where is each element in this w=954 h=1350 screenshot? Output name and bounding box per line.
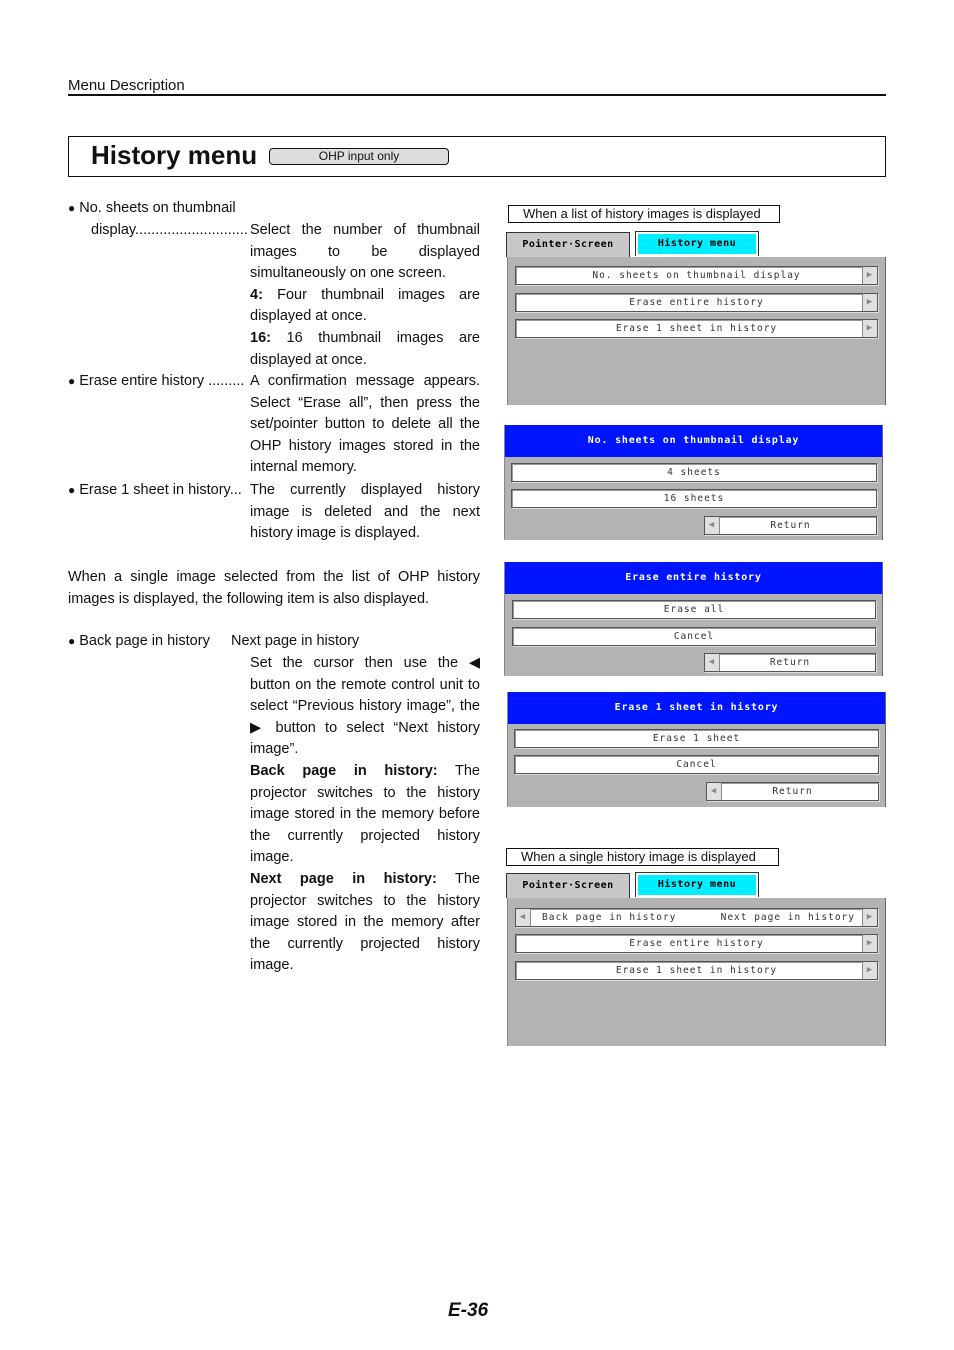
tab-history-menu[interactable]: History menu — [635, 872, 759, 897]
return-button[interactable]: ◀ Return — [704, 653, 876, 672]
item-thumbnail-desc: Select the number of thumbnail images to be displayed simultaneously on one screen. 4: Four thumbnail images are displayed at once. 16: 16 thumbnail images are displayed at once. — [250, 222, 480, 368]
title-box — [68, 136, 886, 177]
submenu-title: No. sheets on thumbnail display — [505, 425, 882, 457]
item-thumbnail-label-2: display............................ — [91, 222, 248, 238]
menu-item-erase-one[interactable]: Erase 1 sheet in history ▶ — [515, 961, 878, 980]
page-number: E-36 — [448, 1300, 489, 1321]
option-cancel[interactable]: Cancel — [514, 755, 879, 774]
single-image-paragraph: When a single image selected from the list of OHP history images is displayed, the following item is also displayed. — [68, 569, 480, 607]
section-label: Menu Description — [68, 77, 185, 94]
bullet-icon: ● — [68, 201, 76, 215]
return-button[interactable]: ◀ Return — [706, 782, 879, 801]
item-erase-all-label: ● Erase entire history ......... — [68, 373, 245, 389]
arrow-left-icon: ◀ — [707, 783, 722, 800]
bullet-icon: ● — [68, 374, 76, 388]
tab-pointer-screen[interactable]: Pointer·Screen — [506, 873, 630, 898]
item-back-page-label: ● Back page in history — [68, 633, 210, 649]
back-page-label[interactable]: Back page in history — [542, 912, 677, 923]
erase-all-submenu — [504, 562, 883, 676]
erase-one-submenu — [507, 692, 886, 807]
page-title: History menu — [91, 140, 258, 170]
next-page-label[interactable]: Next page in history — [720, 912, 855, 923]
submenu-title: Erase entire history — [505, 562, 882, 594]
item-thumbnail-label: ● No. sheets on thumbnail — [68, 200, 236, 216]
option-erase-one[interactable]: Erase 1 sheet — [514, 729, 879, 748]
bullet-icon: ● — [68, 483, 76, 497]
arrow-right-icon: ▶ — [862, 935, 877, 952]
menu-item-erase-entire[interactable]: Erase entire history ▶ — [515, 934, 878, 953]
arrow-right-icon: ▶ — [862, 909, 877, 926]
option-erase-all[interactable]: Erase all — [512, 600, 876, 619]
arrow-left-icon: ◀ — [705, 654, 720, 671]
arrow-right-icon: ▶ — [862, 267, 877, 284]
item-back-next-desc: Set the cursor then use the ◀ button on the remote control unit to select “Previous history image”, the ▶ button to select “Next history image”. Back page in history: The projector switches to the history image stored in the memory before the currently projected history image. Next page in history: The projector switches to the history image stored in the memory after the currently projected history image. — [250, 655, 480, 974]
menu-item-erase-entire[interactable]: Erase entire history ▶ — [515, 293, 878, 312]
arrow-left-icon: ◀ — [705, 517, 720, 534]
arrow-right-icon: ▶ — [862, 962, 877, 979]
option-cancel[interactable]: Cancel — [512, 627, 876, 646]
menu-item-back-next[interactable] — [515, 908, 878, 927]
bullet-icon: ● — [68, 634, 76, 648]
submenu-title: Erase 1 sheet in history — [508, 692, 885, 724]
tab-pointer-screen[interactable]: Pointer·Screen — [506, 232, 630, 257]
caption-list: When a list of history images is displayed — [508, 205, 780, 223]
history-menu-panel — [507, 257, 886, 405]
item-erase-all-desc: A confirmation message appears. Select “Erase all”, then press the set/pointer button to delete all the OHP history images stored in the internal memory. — [250, 373, 480, 476]
tab-history-menu[interactable]: History menu — [635, 231, 759, 256]
menu-item-thumbnail[interactable]: No. sheets on thumbnail display ▶ — [515, 266, 878, 285]
arrow-right-icon: ▶ — [862, 294, 877, 311]
input-badge: OHP input only — [269, 148, 449, 165]
option-16-sheets[interactable]: 16 sheets — [511, 489, 877, 508]
return-button[interactable]: ◀ Return — [704, 516, 877, 535]
history-menu-single-panel — [507, 898, 886, 1046]
arrow-left-icon: ◀ — [516, 909, 531, 926]
item-erase-one-label: ● Erase 1 sheet in history... — [68, 482, 242, 498]
thumbnail-submenu — [504, 425, 883, 540]
caption-single: When a single history image is displayed — [506, 848, 779, 866]
arrow-right-icon: ▶ — [862, 320, 877, 337]
item-erase-one-desc: The currently displayed history image is deleted and the next history image is displayed. — [250, 482, 480, 542]
menu-item-erase-one[interactable]: Erase 1 sheet in history ▶ — [515, 319, 878, 338]
header-rule — [68, 94, 886, 96]
option-4-sheets[interactable]: 4 sheets — [511, 463, 877, 482]
item-next-page-label: Next page in history — [231, 633, 360, 649]
